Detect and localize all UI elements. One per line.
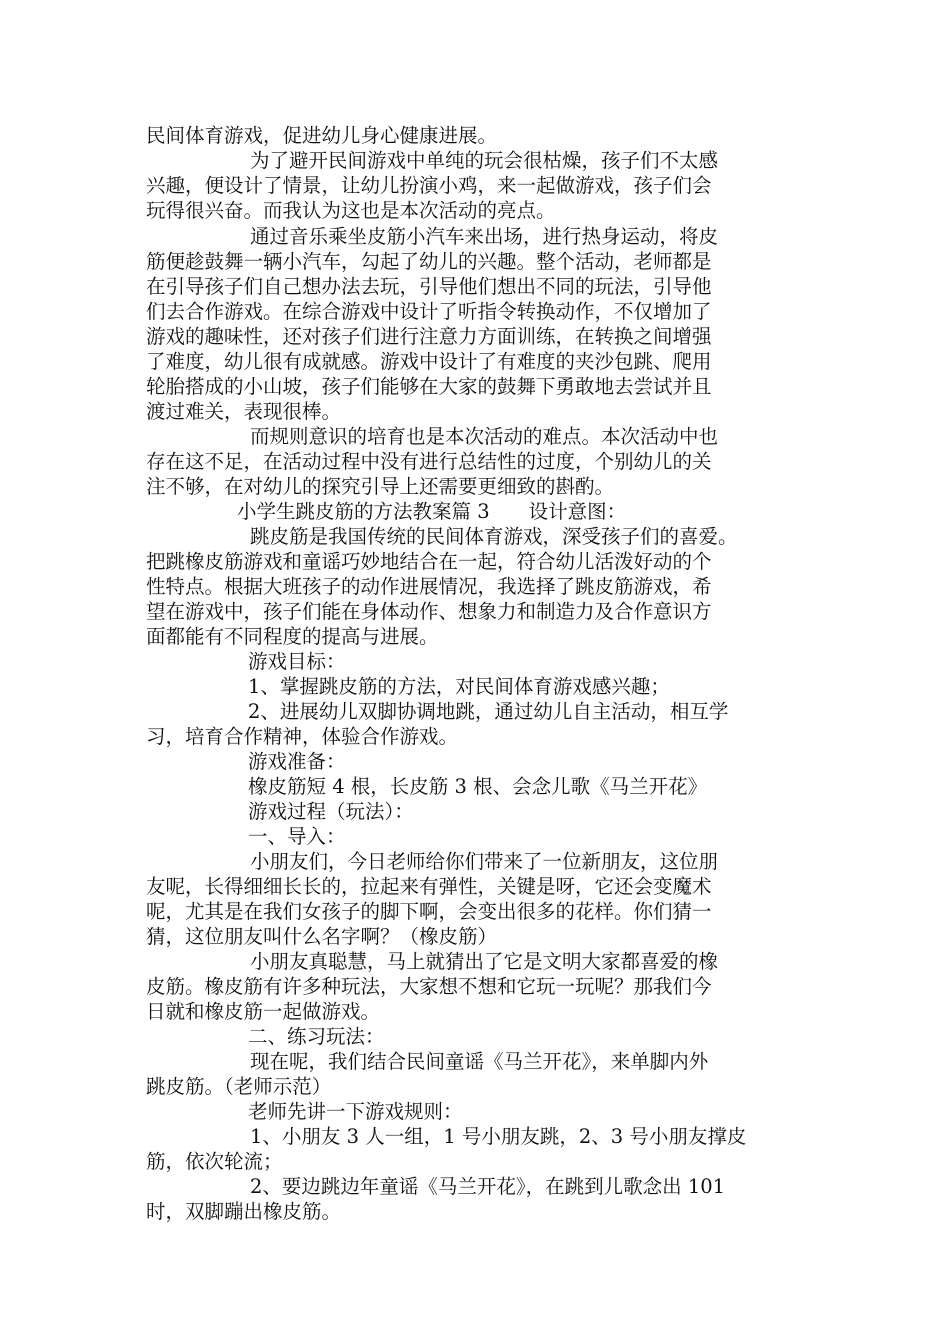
text-line: 小朋友们，今日老师给你们带来了一位新朋友，这位朋: [250, 850, 719, 873]
text-line: 筋便趁鼓舞一辆小汽车，勾起了幼儿的兴趣。整个活动，老师都是: [146, 250, 712, 273]
text-line: 日就和橡皮筋一起做游戏。: [146, 1000, 381, 1023]
subheading: 二、练习玩法：: [248, 1025, 385, 1048]
text-line: 跳皮筋。（老师示范）: [146, 1075, 332, 1098]
text-line: 呢，尤其是在我们女孩子的脚下啊，会变出很多的花样。你们猜一: [146, 900, 712, 923]
text-line: 习，培育合作精神，体验合作游戏。: [146, 725, 459, 748]
text-line: 注不够，在对幼儿的探究引导上还需要更细致的斟酌。: [146, 475, 615, 498]
text-line: 小朋友真聪慧，马上就猜出了它是文明大家都喜爱的橡: [250, 950, 719, 973]
subheading: 游戏目标：: [248, 650, 346, 673]
text-line: 跳皮筋是我国传统的民间体育游戏，深受孩子们的喜爱。: [250, 525, 738, 548]
text-line: 2、进展幼儿双脚协调地跳，通过幼儿自主活动，相互学: [248, 700, 729, 723]
text-line: 而规则意识的培育也是本次活动的难点。本次活动中也: [250, 425, 719, 448]
text-line: 玩得很兴奋。而我认为这也是本次活动的亮点。: [146, 199, 556, 222]
text-line: 民间体育游戏，促进幼儿身心健康进展。: [146, 124, 498, 147]
text-line: 橡皮筋短 4 根，长皮筋 3 根、会念儿歌《马兰开花》: [248, 775, 708, 798]
text-line: 筋，依次轮流；: [146, 1150, 283, 1173]
text-line: 了难度，幼儿很有成就感。游戏中设计了有难度的夹沙包跳、爬用: [146, 350, 712, 373]
text-line: 游戏的趣味性，还对孩子们进行注意力方面训练，在转换之间增强: [146, 325, 712, 348]
text-line: 友呢，长得细细长长的，拉起来有弹性，关键是呀，它还会变魔术: [146, 875, 712, 898]
text-line: 面都能有不同程度的提高与进展。: [146, 625, 439, 648]
text-line: 2、要边跳边年童谣《马兰开花》，在跳到儿歌念出 101: [250, 1175, 726, 1198]
text-line: 渡过难关，表现很棒。: [146, 400, 342, 423]
text-line: 老师先讲一下游戏规则：: [248, 1100, 463, 1123]
text-line: 现在呢，我们结合民间童谣《马兰开花》，来单脚内外: [250, 1050, 709, 1073]
text-line: 望在游戏中，孩子们能在身体动作、想象力和制造力及合作意识方: [146, 600, 712, 623]
text-line: 把跳橡皮筋游戏和童谣巧妙地结合在一起，符合幼儿活泼好动的个: [146, 550, 712, 573]
text-line: 猜，这位朋友叫什么名字啊？（橡皮筋）: [146, 925, 498, 948]
text-line: 1、掌握跳皮筋的方法，对民间体育游戏感兴趣；: [248, 675, 670, 698]
text-line: 皮筋。橡皮筋有许多种玩法，大家想不想和它玩一玩呢？那我们今: [146, 975, 712, 998]
text-line: 1、小朋友 3 人一组，1 号小朋友跳，2、3 号小朋友撑皮: [250, 1125, 747, 1148]
text-line: 性特点。根据大班孩子的动作进展情况，我选择了跳皮筋游戏，希: [146, 575, 712, 598]
text-line: 为了避开民间游戏中单纯的玩会很枯燥，孩子们不太感: [250, 149, 719, 172]
text-line: 轮胎搭成的小山坡，孩子们能够在大家的鼓舞下勇敢地去尝试并且: [146, 375, 712, 398]
text-line: 通过音乐乘坐皮筋小汽车来出场，进行热身运动，将皮: [250, 225, 719, 248]
subheading: 一、导入：: [248, 825, 346, 848]
text-line: 存在这不足，在活动过程中没有进行总结性的过度，个别幼儿的关: [146, 450, 712, 473]
text-line: 时，双脚蹦出橡皮筋。: [146, 1200, 342, 1223]
text-line: 在引导孩子们自己想办法去玩，引导他们想出不同的玩法，引导他: [146, 275, 712, 298]
subheading: 游戏准备：: [248, 750, 346, 773]
subheading: 游戏过程（玩法）：: [248, 800, 414, 823]
text-line: 兴趣，便设计了情景，让幼儿扮演小鸡，来一起做游戏，孩子们会: [146, 174, 712, 197]
text-line: 们去合作游戏。在综合游戏中设计了听指令转换动作，不仅增加了: [146, 300, 712, 323]
section-heading: 小学生跳皮筋的方法教案篇 3 设计意图：: [237, 500, 627, 523]
